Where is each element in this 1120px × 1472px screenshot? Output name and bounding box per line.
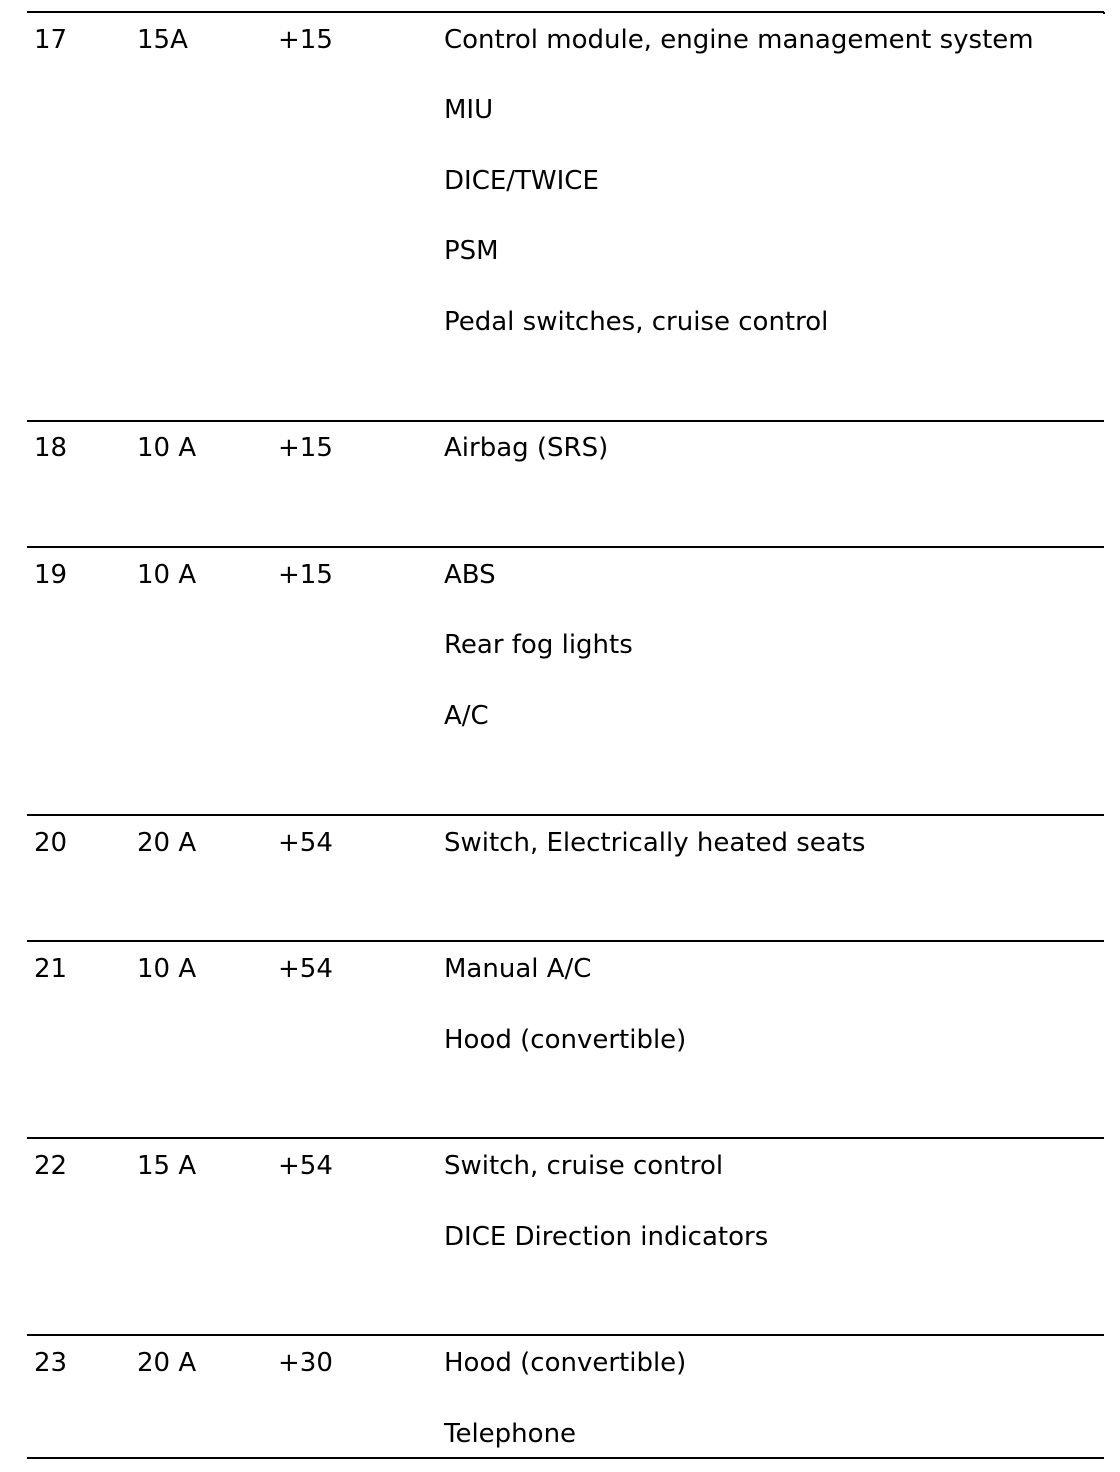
fuse-number: 18: [34, 433, 68, 463]
row-divider: [27, 940, 1104, 942]
fuse-terminal: +54: [278, 954, 333, 984]
fuse-terminal: +30: [278, 1348, 333, 1378]
table-bottom-rule: [27, 1457, 1104, 1459]
circuit-description: Airbag (SRS): [444, 433, 609, 463]
circuit-description: Control module, engine management system: [444, 25, 1034, 55]
circuit-description: A/C: [444, 701, 489, 731]
fuse-terminal: +54: [278, 1151, 333, 1181]
fuse-number: 21: [34, 954, 68, 984]
circuit-description: MIU: [444, 95, 494, 125]
fuse-terminal: +15: [278, 25, 333, 55]
row-divider: [27, 420, 1104, 422]
row-divider: [27, 546, 1104, 548]
fuse-terminal: +15: [278, 560, 333, 590]
row-divider: [27, 814, 1104, 816]
fuse-amperage: 10 A: [137, 954, 197, 984]
fuse-amperage: 20 A: [137, 828, 197, 858]
circuit-description: Telephone: [444, 1419, 577, 1449]
fuse-terminal: +15: [278, 433, 333, 463]
fuse-number: 22: [34, 1151, 68, 1181]
circuit-description: DICE/TWICE: [444, 166, 599, 196]
row-divider: [27, 11, 1104, 13]
fuse-amperage: 10 A: [137, 433, 197, 463]
fuse-amperage: 10 A: [137, 560, 197, 590]
circuit-description: DICE Direction indicators: [444, 1222, 769, 1252]
circuit-description: Switch, Electrically heated seats: [444, 828, 866, 858]
fuse-amperage: 15A: [137, 25, 188, 55]
circuit-description: Switch, cruise control: [444, 1151, 724, 1181]
fuse-number: 20: [34, 828, 68, 858]
row-divider: [27, 1137, 1104, 1139]
circuit-description: Manual A/C: [444, 954, 592, 984]
fuse-amperage: 15 A: [137, 1151, 197, 1181]
fuse-terminal: +54: [278, 828, 333, 858]
circuit-description: Rear fog lights: [444, 630, 633, 660]
circuit-description: PSM: [444, 236, 499, 266]
fuse-number: 19: [34, 560, 68, 590]
fuse-number: 23: [34, 1348, 68, 1378]
fuse-number: 17: [34, 25, 68, 55]
circuit-description: Hood (convertible): [444, 1025, 687, 1055]
circuit-description: Hood (convertible): [444, 1348, 687, 1378]
circuit-description: ABS: [444, 560, 496, 590]
circuit-description: Pedal switches, cruise control: [444, 307, 829, 337]
row-divider: [27, 1334, 1104, 1336]
fuse-amperage: 20 A: [137, 1348, 197, 1378]
